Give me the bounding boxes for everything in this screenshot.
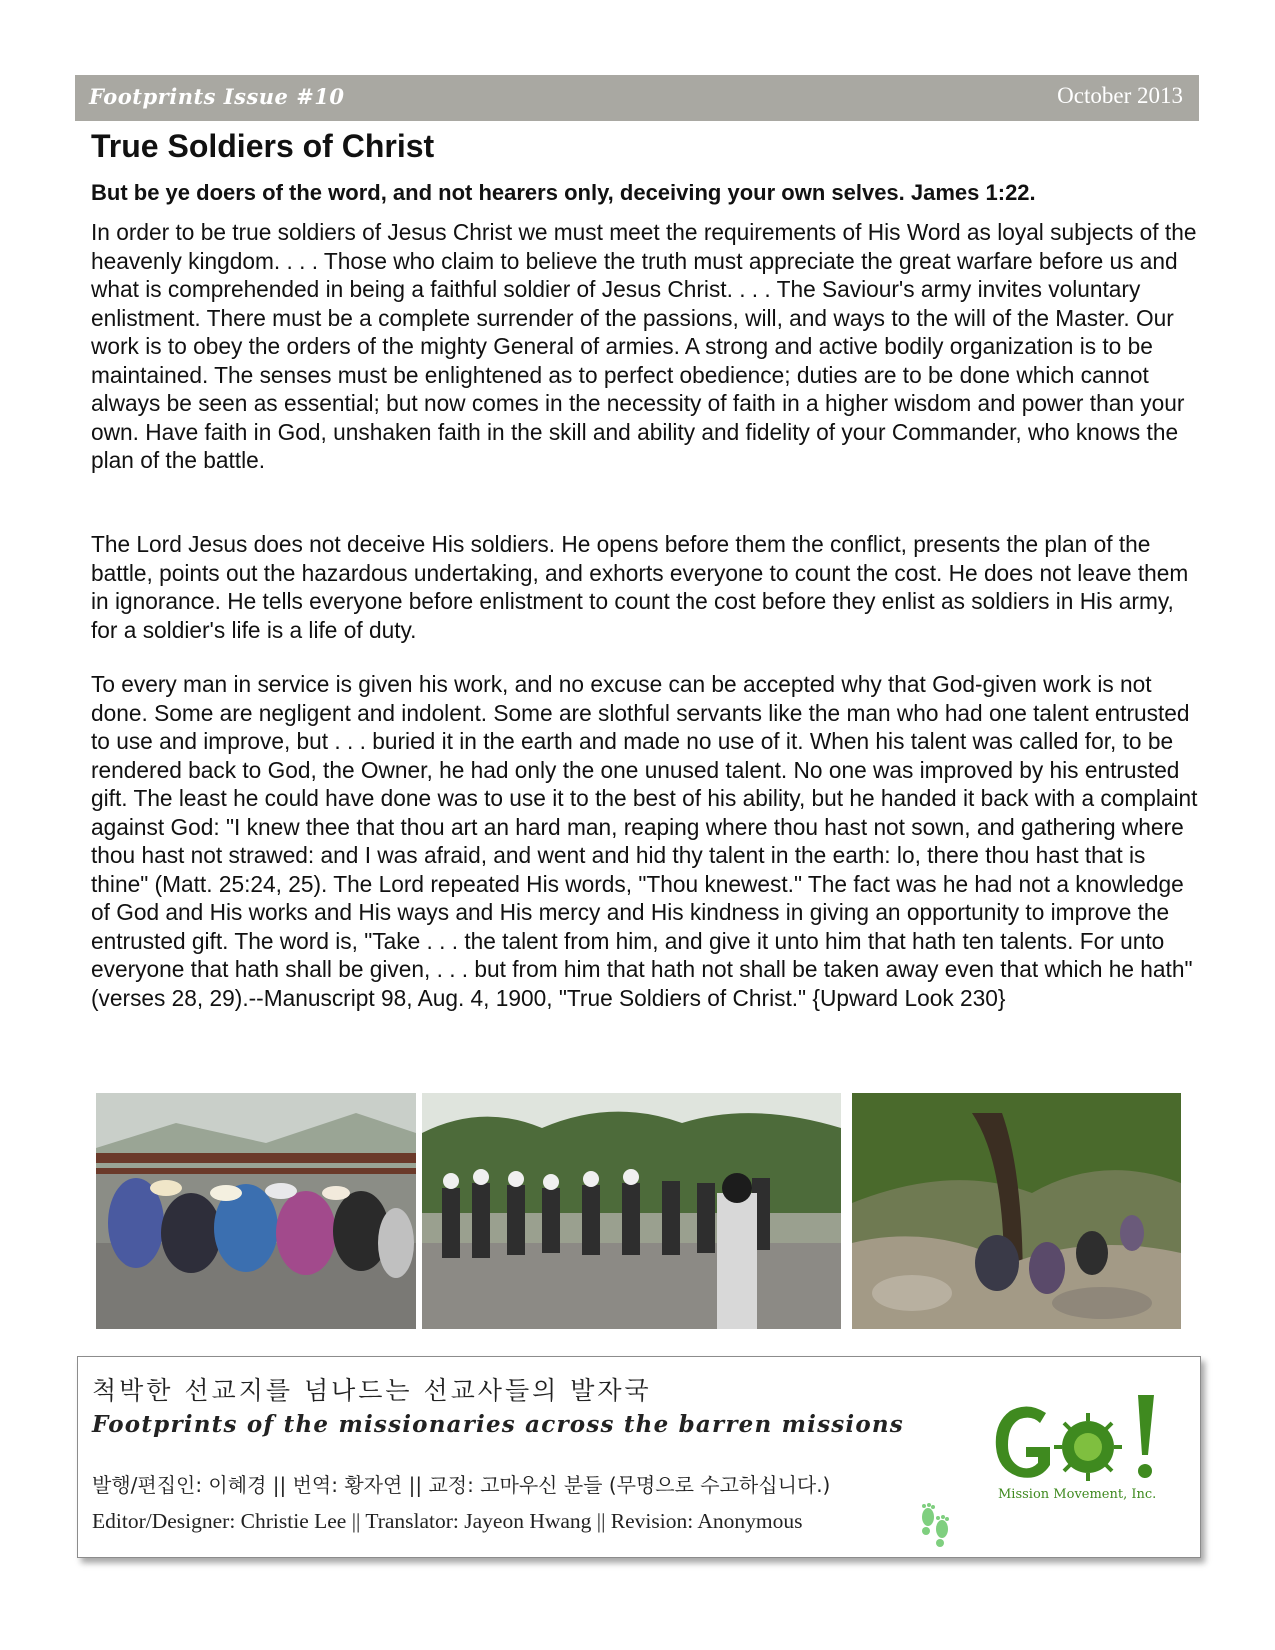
article-paragraph: The Lord Jesus does not deceive His soldiers. He opens before them the conflict, presents the plan of the battle, points out the hazardous undertaking, and exhorts everyone to count the cost. He does not leave them in ignorance. He tells everyone before enlistment to count the cost before they enlist as soldiers in His army, for a soldier's life is a life of duty. (91, 531, 1189, 643)
group-standing-photo (422, 1093, 841, 1329)
issue-label: Footprints Issue #10 (89, 84, 345, 109)
footer-english-credits: Editor/Designer: Christie Lee || Translator: Jayeon Hwang || Revision: Anonymous (92, 1509, 803, 1533)
footer-english-subtitle: Footprints of the missionaries across the barren missions (92, 1411, 904, 1438)
footer-korean-credits: 발행/편집인: 이혜경 || 번역: 황자연 || 교정: 고마우신 분들 (무명으로 수고하십니다.) (92, 1473, 831, 1497)
article-title: True Soldiers of Christ (91, 128, 435, 164)
publication-footer (77, 1356, 1201, 1558)
issue-date: October 2013 (1057, 83, 1183, 108)
photo-strip (96, 1093, 1181, 1329)
scripture-verse: But be ye doers of the word, and not hearers only, deceiving your own selves. James 1:22. (91, 180, 1036, 205)
article-paragraph: To every man in service is given his work, and no excuse can be accepted why that God-given work is not done. Some are negligent and indolent. Some are slothful servants like the man who had one talent entrusted to use and improve, but . . . buried it in the earth and made no use of it. When his talent was called for, to be rendered back to God, the Owner, he had only the one unused talent. No one was improved by his entrusted gift. The least he could have done was to use it to the best of his ability, but he handed it back with a complaint against God: "I knew thee that thou art an hard man, reaping where thou hast not sown, and gathering where thou hast not strawed: and I was afraid, and went and hid thy talent in the earth: lo, there thou hast that is thine" (Matt. 25:24, 25). The Lord repeated His words, "Thou knewest." The fact was he had not a knowledge of God and His works and His ways and His mercy and His kindness in giving an opportunity to improve the entrusted gift. The word is, "Take . . . the talent from him, and give it unto him that hath ten talents. For unto everyone that hath shall be given, . . . but from him that hath not shall be taken away even that which he hath" (verses 28, 29).--Manuscript 98, Aug. 4, 1900, "True Soldiers of Christ." {Upward Look 230} (91, 671, 1198, 1011)
article-paragraph: In order to be true soldiers of Jesus Christ we must meet the requirements of His Word as loyal subjects of the heavenly kingdom. . . . Those who claim to believe the truth must appreciate the great warfare before us and what is comprehended in being a faithful soldier of Jesus Christ. . . . The Saviour's army invites voluntary enlistment. There must be a complete surrender of the passions, will, and ways to the will of the Master. Our work is to obey the orders of the mighty General of armies. A strong and active bodily organization is to be maintained. The senses must be enlightened as to perfect obedience; duties are to be done which cannot always be seen as essential; but now comes in the necessity of faith in a higher wisdom and power than your own. Have faith in God, unshaken faith in the skill and ability and fidelity of your Commander, who knows the plan of the battle. (91, 219, 1197, 473)
footprints-icon (914, 1499, 956, 1553)
issue-header-bar (75, 75, 1199, 121)
mountain-trail-photo (852, 1093, 1181, 1329)
footer-korean-title: 척박한 선교지를 넘나드는 선교사들의 발자국 (92, 1376, 652, 1405)
logo-subtitle: Mission Movement, Inc. (998, 1487, 1157, 1502)
group-huddle-photo (96, 1093, 416, 1329)
